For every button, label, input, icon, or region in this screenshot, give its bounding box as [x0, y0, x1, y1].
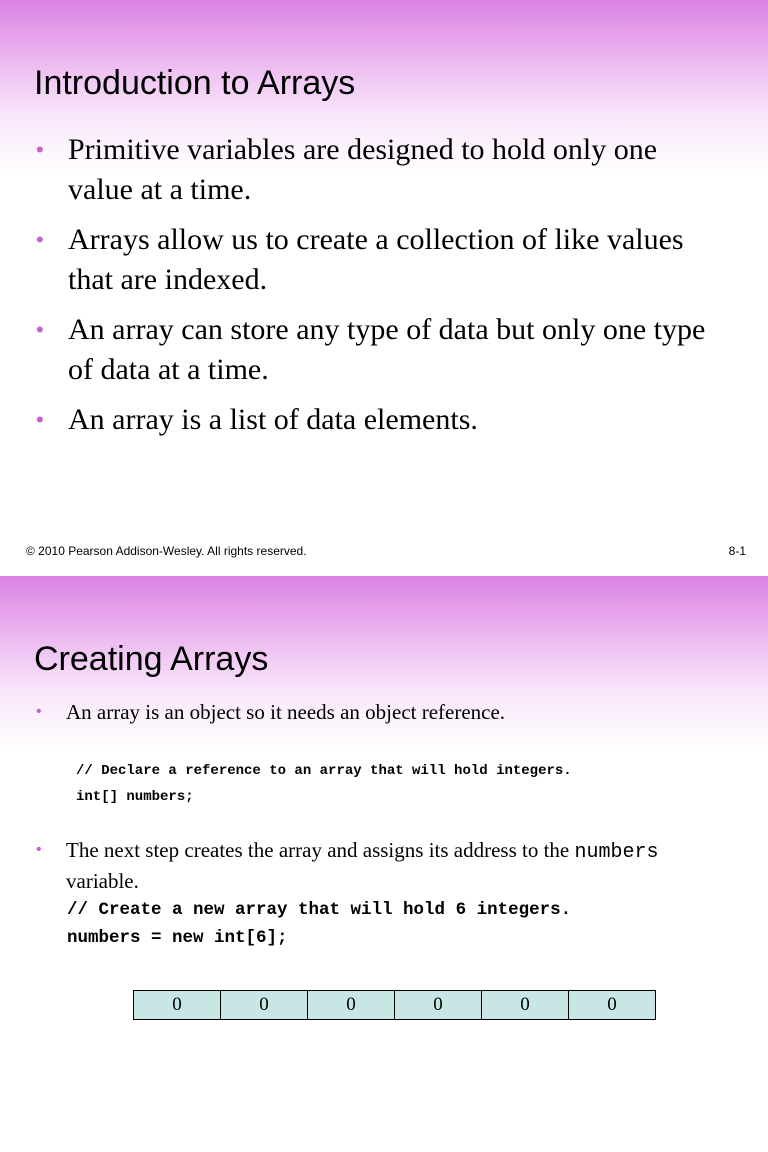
- code-line: // Create a new array that will hold 6 integers.: [67, 900, 572, 920]
- array-diagram: [133, 990, 656, 1020]
- bullet-item: [36, 130, 726, 210]
- slide-number: 8-1: [728, 544, 746, 558]
- inline-code: numbers: [574, 841, 659, 864]
- array-cell: 0: [134, 991, 221, 1019]
- bullet-icon: •: [36, 703, 42, 720]
- bullet-text: An array can store any type of data but only one type of data at a time.: [68, 313, 706, 386]
- bullet-text: An array is an object so it needs an object reference.: [66, 700, 506, 724]
- bullet-item: [36, 310, 726, 390]
- bullet-icon: •: [36, 841, 42, 858]
- bullet-icon: •: [36, 227, 44, 252]
- code-block-declare: [76, 758, 572, 810]
- array-cell: 0: [308, 991, 395, 1019]
- slide-title: Creating Arrays: [34, 640, 269, 678]
- code-line: int[] numbers;: [76, 789, 194, 805]
- array-cell: 0: [569, 991, 656, 1019]
- bullet-text: Primitive variables are designed to hold only one value at a time.: [68, 133, 658, 206]
- bullet-list: [36, 130, 726, 450]
- bullet-text-part: variable.: [66, 869, 139, 893]
- code-block-create: [67, 896, 571, 952]
- bullet-item: [36, 836, 736, 895]
- bullet-item: [36, 698, 736, 726]
- bullet-text: Arrays allow us to create a collection of like values that are indexed.: [68, 223, 684, 296]
- copyright-footer: © 2010 Pearson Addison-Wesley. All rights reserved.: [26, 544, 307, 558]
- array-cell: 0: [395, 991, 482, 1019]
- slide-title: Introduction to Arrays: [34, 64, 356, 102]
- bullet-icon: •: [36, 317, 44, 342]
- bullet-text-part: The next step creates the array and assigns its address to the: [66, 838, 575, 862]
- code-line: // Declare a reference to an array that will hold integers.: [76, 763, 572, 779]
- array-cell: 0: [221, 991, 308, 1019]
- code-line: numbers = new int[6];: [67, 928, 288, 948]
- slide-creating-arrays: [0, 576, 768, 1152]
- bullet-text: An array is a list of data elements.: [68, 403, 478, 436]
- bullet-item: [36, 220, 726, 300]
- bullet-icon: •: [36, 407, 44, 432]
- bullet-item: [36, 400, 726, 440]
- array-cell: 0: [482, 991, 569, 1019]
- bullet-text: [36, 836, 736, 895]
- bullet-icon: •: [36, 137, 44, 162]
